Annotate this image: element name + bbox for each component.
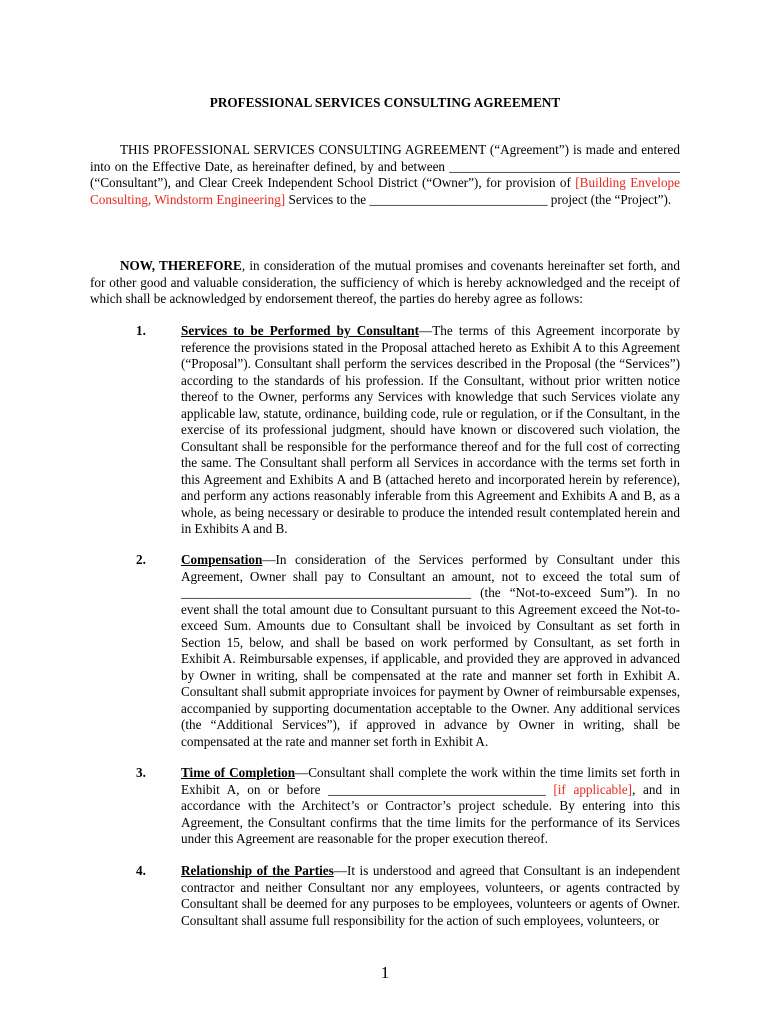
section-heading: Services to be Performed by Consultant: [181, 323, 420, 338]
section-text: —It is understood and agreed that Consultant is an independent contractor and neither Consultant nor any employees, volunteers, or agents contracted by Consultant shall be deemed for any purposes to be employees, volunteers or agents of Owner. Consultant shall assume full responsibility for the action of such employees, volunteers, or: [181, 863, 680, 928]
intro-text-2: Services to the ___________________________ project (the “Project”).: [285, 191, 672, 207]
section-number: 1.: [136, 323, 146, 338]
section-text: —In consideration of the Services performed by Consultant under this Agreement, Owner shall pay to Consultant an amount, not to exceed the total sum of ____________________________________________ (the “Not-to-exceed Sum”). In no event shall the total amount due to Consultant pursuant to this Agreement exceed the Not-to-exceed Sum. Amounts due to Consultant shall be invoiced by Consultant as set forth in Section 15, below, and shall be based on work performed by Consultant, as set forth in Exhibit A. Reimbursable expenses, if applicable, and provided they are approved in advanced by Owner in writing, shall be compensated at the rate and manner set forth in Exhibit A. Consultant shall submit appropriate invoices for payment by Owner of reimbursable expenses, accompanied by supporting documentation acceptable to the Owner. Any additional services (the “Additional Services”), if approved in advance by Owner in writing, shall be compensated at the rate and manner set forth in Exhibit A.: [181, 552, 680, 749]
section-text: —The terms of this Agreement incorporate by reference the provisions stated in the Proposal attached hereto as Exhibit A to this Agreement (“Proposal”). Consultant shall perform the services described in the Proposal (the “Services”) according to the standards of his profession. If the Consultant, without prior written notice thereof to the Owner, performs any Services with knowledge that such Services violate any applicable law, statute, ordinance, building code, rule or regulation, or if the Consultant, in the exercise of its professional judgment, should have known or discovered such violation, the Consultant shall be responsible for the performance thereof and for the full cost of correcting the same. The Consultant shall perform all Services in accordance with the terms set forth in this Agreement and Exhibits A and B (attached hereto and incorporated herein by reference), and perform any actions reasonably inferable from this Agreement and Exhibits A and B, as a whole, as being necessary or desirable to produce the intended result contemplated herein and in Exhibits A and B.: [181, 323, 680, 536]
section-1: [90, 323, 680, 538]
intro-services-placeholder: [Building Envelope Consulting, Windstorm Engineering]: [90, 175, 681, 207]
if-applicable-placeholder: [if applicable]: [553, 781, 633, 797]
section-number: 4.: [136, 863, 146, 878]
section-4: [90, 863, 680, 929]
section-text-b: , and in accordance with the Architect’s or Contractor’s project schedule. By entering into this Agreement, the Consultant confirms that the time limits for the performance of its Services under this Agreement are reasonable for the proper execution thereof.: [181, 781, 680, 846]
now-therefore-lead: NOW, THEREFORE: [120, 258, 242, 273]
intro-text-1: THIS PROFESSIONAL SERVICES CONSULTING AGREEMENT (“Agreement”) is made and entered into on the Effective Date, as hereinafter defined, by and between ___________________________________ (“Consultant”), and Clear Creek Independent School District (“Owner”), for provision of: [90, 142, 680, 190]
page-number: 1: [380, 963, 390, 982]
intro-paragraph: [90, 142, 680, 208]
section-2: [90, 552, 680, 750]
section-heading: Relationship of the Parties: [181, 863, 334, 878]
now-therefore-text: , in consideration of the mutual promises and covenants hereinafter set forth, and for other good and valuable consideration, the sufficiency of which is hereby acknowledged and the receipt of which shall be acknowledged by endorsement thereof, the parties do hereby agree as follows:: [90, 258, 680, 306]
document-title: PROFESSIONAL SERVICES CONSULTING AGREEMENT: [209, 95, 561, 110]
section-number: 3.: [136, 765, 146, 780]
section-text-a: —Consultant shall complete the work within the time limits set forth in Exhibit A, on or before _________________________________: [181, 765, 680, 797]
section-3: [90, 765, 680, 848]
section-heading: Compensation: [181, 552, 263, 567]
section-heading: Time of Completion: [181, 765, 296, 780]
now-therefore-paragraph: [90, 258, 680, 308]
section-number: 2.: [136, 552, 146, 567]
